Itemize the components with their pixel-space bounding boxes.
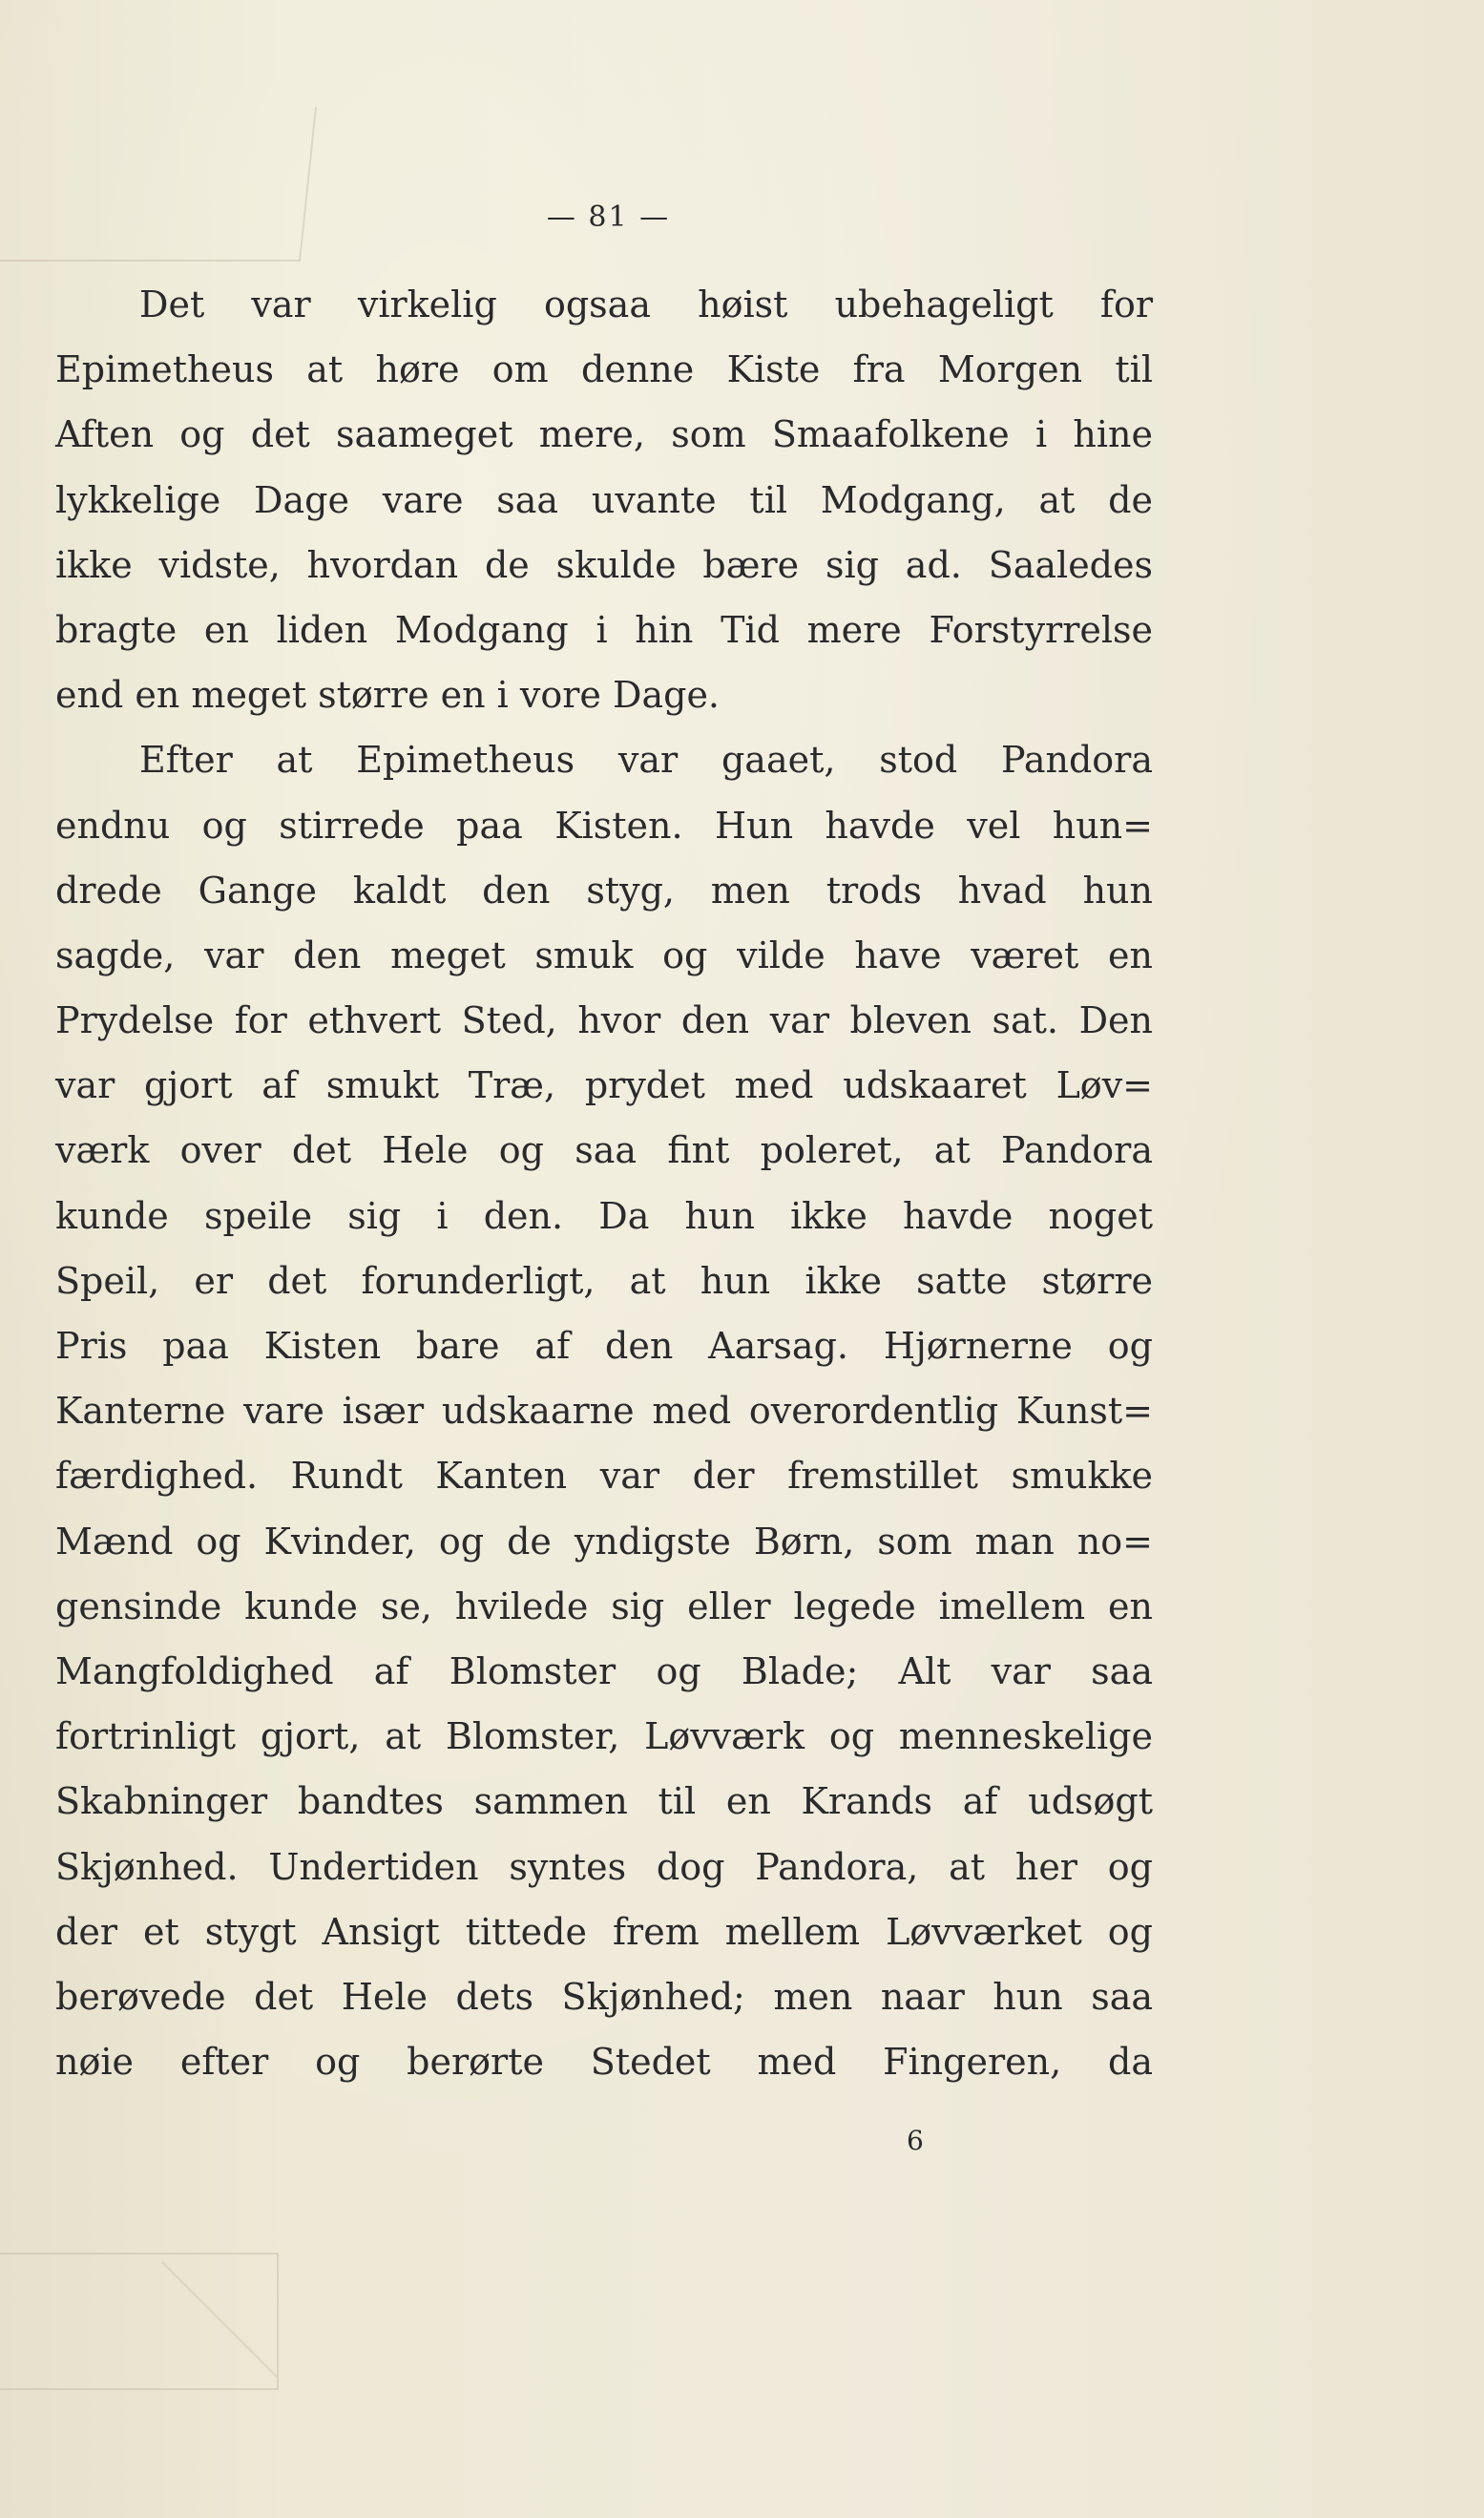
text-line: Kanterne vare især udskaarne med overordentlig Kunst= [55, 1390, 1153, 1433]
signature-mark: 6 [907, 2125, 924, 2156]
paper-crease-diagonal [162, 2253, 277, 2386]
text-line: end en meget større en i vore Dage. [55, 674, 721, 717]
text-line: Pris paa Kisten bare af den Aarsag. Hjørnerne og [55, 1325, 1153, 1367]
text-line: berøvede det Hele dets Skjønhed; men naar hun saa [55, 1975, 1153, 2018]
text-line: der et stygt Ansigt tittede frem mellem Løvværket og [55, 1910, 1153, 1953]
text-line: Prydelse for ethvert Sted, hvor den var bleven sat. Den [55, 999, 1153, 1042]
text-line: Skabninger bandtes sammen til en Krands af udsøgt [55, 1780, 1153, 1823]
paper-fold-mark [0, 107, 317, 262]
text-line: Speil, er det forunderligt, at hun ikke satte større [55, 1259, 1153, 1302]
text-line: Skjønhed. Undertiden syntes dog Pandora, at her og [55, 1845, 1153, 1888]
text-line: bragte en liden Modgang i hin Tid mere Forstyrrelse [55, 608, 1153, 651]
text-line: Mangfoldighed af Blomster og Blade; Alt var saa [55, 1649, 1153, 1692]
text-line: Epimetheus at høre om denne Kiste fra Morgen til [55, 348, 1153, 391]
text-line: Det var virkelig ogsaa høist ubehageligt for [139, 283, 1153, 325]
text-line: ikke vidste, hvordan de skulde bære sig ad. Saaledes [55, 543, 1153, 586]
text-line: var gjort af smukt Træ, prydet med udskaaret Løv= [55, 1064, 1153, 1107]
text-line: gensinde kunde se, hvilede sig eller legede imellem en [55, 1584, 1153, 1627]
text-line: kunde speile sig i den. Da hun ikke havde noget [55, 1194, 1153, 1237]
text-line: værk over det Hele og saa fint poleret, at Pandora [55, 1129, 1153, 1172]
text-line: sagde, var den meget smuk og vilde have været en [55, 934, 1153, 976]
text-line: færdighed. Rundt Kanten var der fremstillet smukke [55, 1455, 1153, 1498]
text-line: nøie efter og berørte Stedet med Fingeren, da [55, 2041, 1153, 2084]
body-text [55, 272, 1153, 2094]
text-line: endnu og stirrede paa Kisten. Hun havde vel hun= [55, 804, 1153, 847]
page-number: — 81 — [546, 200, 671, 234]
text-line: Efter at Epimetheus var gaaet, stod Pandora [139, 739, 1153, 782]
text-line: drede Gange kaldt den styg, men trods hvad hun [55, 869, 1153, 912]
text-line: lykkelige Dage vare saa uvante til Modgang, at de [55, 478, 1153, 521]
text-line: Aften og det saameget mere, som Smaafolkene i hine [55, 413, 1153, 456]
text-line: fortrinligt gjort, at Blomster, Løvværk og menneskelige [55, 1715, 1153, 1758]
text-line: Mænd og Kvinder, og de yndigste Børn, som man no= [55, 1520, 1153, 1563]
